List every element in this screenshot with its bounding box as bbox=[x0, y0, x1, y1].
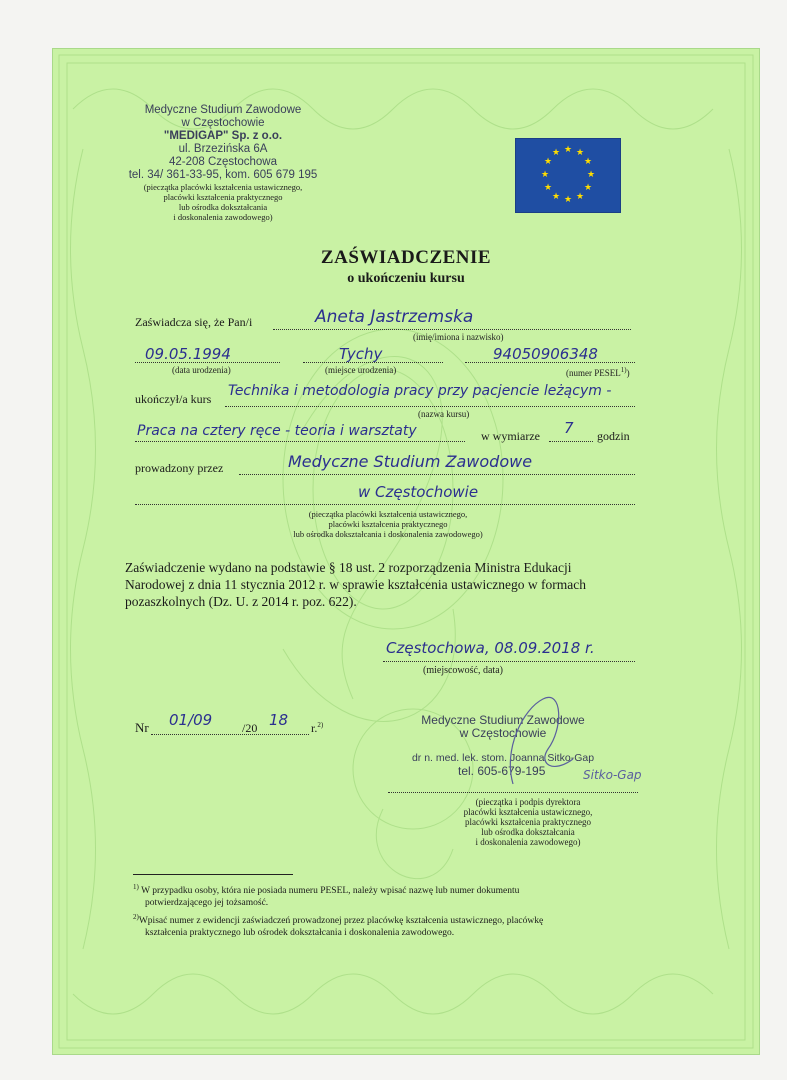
legal-basis-text bbox=[125, 559, 665, 610]
course-label: ukończył/a kurs bbox=[135, 392, 212, 406]
footnote-separator bbox=[133, 874, 293, 875]
year-prefix: /20 bbox=[242, 721, 258, 735]
caption-line: lub ośrodka dokształcania bbox=[481, 827, 575, 837]
flag-star: ★ bbox=[552, 147, 561, 157]
flag-star: ★ bbox=[584, 156, 593, 166]
place-date-value: Częstochowa, 08.09.2018 r. bbox=[386, 639, 595, 657]
flag-star: ★ bbox=[576, 191, 585, 201]
footnote-mark: 2) bbox=[133, 913, 139, 921]
footnote-text: potwierdzającego jej tożsamość. bbox=[145, 898, 269, 909]
name-caption: (imię/imiona i nazwisko) bbox=[413, 332, 504, 342]
signature-text: Sitko-Gap bbox=[583, 768, 642, 782]
stamp-caption bbox=[128, 182, 318, 222]
conducted-value-2: w Częstochowie bbox=[358, 483, 479, 501]
flag-star: ★ bbox=[584, 182, 593, 192]
pesel-caption-text: (numer PESEL bbox=[566, 368, 621, 378]
conducted-line-1 bbox=[239, 474, 635, 475]
legal-line: pozaszkolnych (Dz. U. z 2014 r. poz. 622). bbox=[125, 594, 357, 609]
eu-flag-icon bbox=[515, 138, 621, 213]
institution-stamp bbox=[123, 104, 323, 182]
stamp-line: 42-208 Częstochowa bbox=[168, 156, 278, 168]
name-value: Aneta Jastrzemska bbox=[315, 307, 474, 327]
course-line-2 bbox=[135, 441, 465, 442]
caption-line: (pieczątka i podpis dyrektora bbox=[475, 797, 581, 807]
course-line-1 bbox=[225, 406, 635, 407]
caption-line: (pieczątka placówki kształcenia ustawicznego, bbox=[308, 509, 468, 519]
footnote-text: kształcenia praktycznego lub ośrodek dokształcania i doskonalenia zawodowego. bbox=[145, 928, 455, 939]
birth-date-value: 09.05.1994 bbox=[145, 345, 231, 363]
number-footnote-mark: 2) bbox=[317, 721, 324, 729]
pesel-caption-end: ) bbox=[626, 368, 630, 378]
signature-caption bbox=[433, 797, 623, 847]
footnote-2-line-1 bbox=[133, 911, 673, 927]
footnote-text: W przypadku osoby, która nie posiada numeru PESEL, należy wpisać nazwę lub numer dokumentu bbox=[141, 886, 520, 897]
caption-line: placówki kształcenia praktycznego bbox=[328, 519, 448, 529]
stamp-line: Medyczne Studium Zawodowe bbox=[421, 713, 585, 727]
caption-line: i doskonalenia zawodowego) bbox=[475, 837, 581, 847]
stamp-line: dr n. med. lek. stom. Joanna Sitko-Gap bbox=[411, 752, 595, 764]
stamp-line: ul. Brzezińska 6A bbox=[178, 143, 268, 155]
hours-value: 7 bbox=[564, 419, 574, 437]
conducted-value-1: Medyczne Studium Zawodowe bbox=[288, 452, 533, 471]
caption-line: placówki kształcenia praktycznego bbox=[465, 817, 591, 827]
certificate-number: 01/09 bbox=[169, 711, 213, 729]
hours-unit: godzin bbox=[597, 429, 630, 443]
footnote-2 bbox=[133, 911, 673, 939]
name-line bbox=[273, 329, 631, 330]
flag-star: ★ bbox=[541, 169, 550, 179]
page-subtitle: o ukończeniu kursu bbox=[347, 271, 465, 286]
director-signature bbox=[493, 689, 643, 789]
caption-line: (pieczątka placówki kształcenia ustawicznego, bbox=[143, 182, 303, 192]
pesel-value: 94050906348 bbox=[493, 345, 598, 363]
birth-place-value: Tychy bbox=[339, 345, 383, 363]
footnote-1-line-1 bbox=[133, 881, 653, 897]
flag-star: ★ bbox=[576, 147, 585, 157]
caption-line: lub ośrodka dokształcania i doskonalenia zawodowego) bbox=[293, 529, 483, 539]
caption-line: i doskonalenia zawodowego) bbox=[173, 212, 273, 222]
year-suffix-text: r. bbox=[311, 721, 318, 735]
number-label: Nr bbox=[135, 720, 149, 735]
number-line bbox=[151, 734, 309, 735]
pesel-footnote-mark: 1) bbox=[620, 366, 627, 374]
stamp-line: Medyczne Studium Zawodowe bbox=[144, 104, 302, 116]
hours-line bbox=[549, 441, 593, 442]
footnote-text: Wpisać numer z ewidencji zaświadczeń prowadzonej przez placówkę kształcenia ustawicznego, placówkę bbox=[138, 916, 544, 927]
certify-label: Zaświadcza się, że Pan/i bbox=[135, 315, 253, 329]
pesel-caption bbox=[566, 365, 630, 378]
footnote-1 bbox=[133, 881, 653, 909]
birth-date-caption: (data urodzenia) bbox=[172, 365, 231, 375]
stamp-line: w Częstochowie bbox=[181, 117, 265, 129]
birth-place-caption: (miejsce urodzenia) bbox=[325, 365, 397, 375]
flag-star: ★ bbox=[564, 194, 573, 204]
stamp-line: "MEDIGAP" Sp. z o.o. bbox=[163, 130, 283, 142]
certificate-sheet bbox=[52, 48, 760, 1055]
flag-star: ★ bbox=[564, 144, 573, 154]
caption-line: lub ośrodka dokształcania bbox=[178, 202, 268, 212]
caption-line: placówki kształcenia praktycznego bbox=[163, 192, 283, 202]
course-value-1: Technika i metodologia pracy przy pacjencie leżącym - bbox=[228, 383, 612, 399]
legal-line: Zaświadczenie wydano na podstawie § 18 ust. 2 rozporządzenia Ministra Edukacji bbox=[125, 560, 572, 575]
hours-label: w wymiarze bbox=[481, 429, 540, 443]
stamp-line: tel. 34/ 361-33-95, kom. 605 679 195 bbox=[128, 169, 318, 181]
caption-line: placówki kształcenia ustawicznego, bbox=[463, 807, 593, 817]
course-value-2: Praca na cztery ręce - teoria i warsztaty bbox=[137, 423, 417, 439]
flag-star: ★ bbox=[552, 191, 561, 201]
flag-star: ★ bbox=[544, 182, 553, 192]
course-caption: (nazwa kursu) bbox=[418, 409, 470, 419]
place-date-line bbox=[383, 661, 635, 662]
year-value: 18 bbox=[269, 711, 289, 729]
footnote-mark: 1) bbox=[133, 883, 139, 891]
signature-line bbox=[388, 792, 638, 793]
flag-star: ★ bbox=[587, 169, 596, 179]
year-suffix bbox=[311, 721, 323, 736]
conducted-label: prowadzony przez bbox=[135, 461, 224, 475]
conducted-caption bbox=[273, 509, 503, 539]
legal-line: Narodowej z dnia 11 stycznia 2012 r. w sprawie kształcenia ustawicznego w formach bbox=[125, 577, 586, 592]
stamp-line: w Częstochowie bbox=[459, 726, 547, 740]
stamp-line: tel. 605-679-195 bbox=[458, 764, 546, 778]
flag-star: ★ bbox=[544, 156, 553, 166]
page-title: ZAŚWIADCZENIE bbox=[320, 247, 492, 268]
conducted-line-2 bbox=[135, 504, 635, 505]
place-date-caption: (miejscowość, data) bbox=[423, 665, 503, 676]
